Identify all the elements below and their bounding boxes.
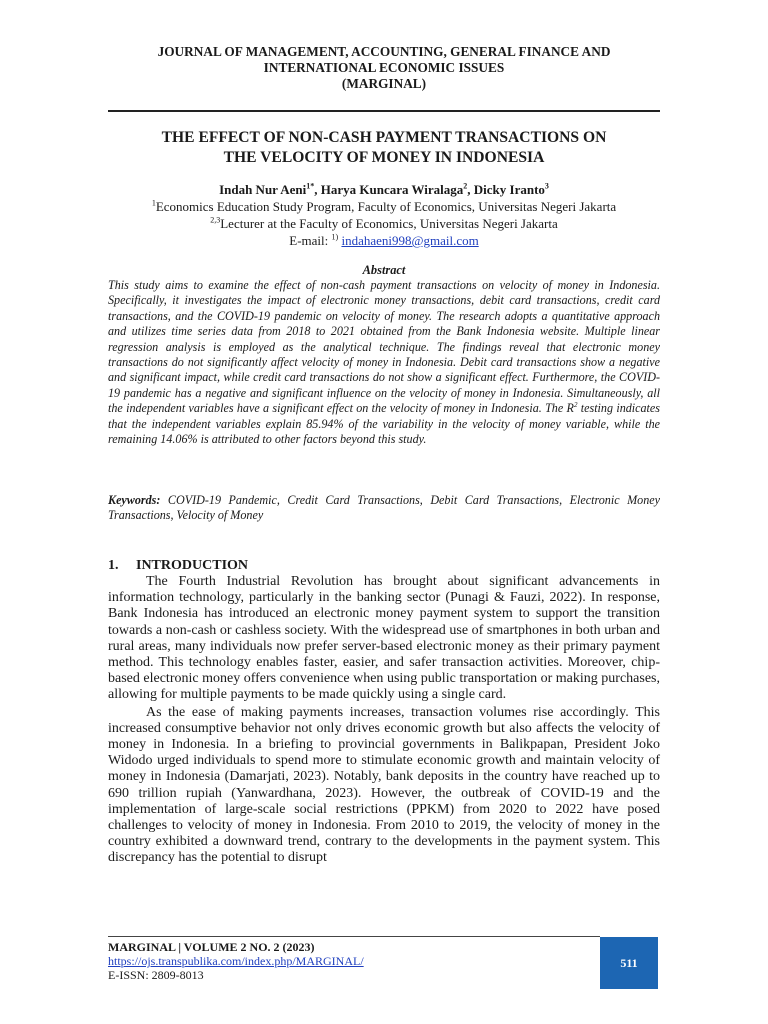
email-link[interactable]: indahaeni998@gmail.com — [341, 233, 479, 248]
abstract-heading: Abstract — [362, 263, 406, 277]
footer-issn: E-ISSN: 2809-8013 — [108, 968, 204, 982]
paper-title — [80, 128, 688, 168]
affiliation-1-text: Economics Education Study Program, Faculty of Economics, Universitas Negeri Jakarta — [155, 199, 617, 214]
keywords-text: COVID-19 Pandemic, Credit Card Transactions, Debit Card Transactions, Electronic Money Transactions, Velocity of Money — [108, 493, 660, 523]
journal-title-line3: (MARGINAL) — [341, 76, 427, 91]
email-marker: 1) — [331, 232, 339, 242]
email-line — [80, 232, 688, 249]
journal-header — [60, 44, 708, 92]
email-label: E-mail: — [289, 233, 332, 248]
affiliation-1 — [80, 198, 688, 215]
author-3-marker: 3 — [544, 181, 549, 191]
keywords-label: Keywords: — [108, 493, 161, 507]
abstract-part2: testing indicates that the independent variables explain 85.94% of the variability in the velocity of money variable, while the remaining 14.06% is attributed to other factors beyond this study. — [108, 401, 660, 447]
section-number: 1. — [108, 558, 119, 573]
journal-title-line2: INTERNATIONAL ECONOMIC ISSUES — [263, 60, 505, 75]
abstract-part1: This study aims to examine the effect of non-cash payment transactions on velocity of money in Indonesia. Specifically, it investigates the impact of electronic money transactions, debit card transactions, credit card transactions, and the COVID-19 pandemic on velocity of money. The research adopts a quantitative approach and utilizes time series data from 2018 to 2021 obtained from the Bank Indonesia website. Multiple linear regression analysis is employed as the analytical technique. The findings reveal that electronic money transactions do not significantly affect velocity of money in Indonesia. Debit card transactions show a negative and significant impact, while credit card transactions do not show a significant effect. Furthermore, the COVID-19 pandemic has a negative and significant influence on the velocity of money in Indonesia. Simultaneously, all the independent variables have a significant effect on the velocity of money in Indonesia. The R — [108, 278, 660, 416]
author-3: Dicky Iranto — [473, 182, 545, 197]
author-block — [80, 181, 688, 249]
section-heading-introduction — [108, 557, 248, 574]
r-squared-superscript: 2 — [573, 401, 578, 410]
affiliation-2-text: Lecturer at the Faculty of Economics, Universitas Negeri Jakarta — [220, 216, 558, 231]
footer-url-link[interactable]: https://ojs.transpublika.com/index.php/MARGINAL/ — [108, 954, 364, 968]
introduction-body — [108, 574, 660, 867]
paper-title-line1: THE EFFECT OF NON-CASH PAYMENT TRANSACTIONS ON — [161, 129, 607, 146]
author-2: Harya Kuncara Wiralaga — [320, 182, 464, 197]
author-names — [80, 181, 688, 198]
keywords — [108, 493, 660, 524]
abstract-text — [108, 278, 660, 447]
affiliation-2-marker: 2,3 — [210, 215, 221, 225]
author-1: Indah Nur Aeni — [219, 182, 307, 197]
intro-paragraph-2: As the ease of making payments increases, transaction volumes rise accordingly. This increased consumptive behavior not only drives economic growth but also affects the velocity of money in Indonesia. In a briefing to provincial governments in Balikpapan, President Joko Widodo urged individuals to spend more to stimulate economic growth and maintain velocity of money in Indonesia (Damarjati, 2023). Notably, bank deposits in the country have reached up to 690 trillion rupiah (Yanwardhana, 2023). However, the outbreak of COVID-19 and the implementation of large-scale social restrictions (PPKM) from 2020 to 2022 have posed challenges to velocity of money in Indonesia. From 2010 to 2019, the velocity of money in the country exhibited a downward trend, contrary to the developments in the payment system. This discrepancy has the potential to disrupt — [108, 704, 660, 866]
author-separator: , — [467, 182, 474, 197]
paper-title-line2: THE VELOCITY OF MONEY IN INDONESIA — [223, 149, 545, 166]
author-2-marker: 2 — [463, 181, 468, 191]
section-title: INTRODUCTION — [136, 558, 249, 573]
footer-journal: MARGINAL | VOLUME 2 NO. 2 (2023) — [108, 940, 315, 954]
header-divider — [108, 110, 660, 112]
author-1-marker: 1* — [306, 181, 315, 191]
page-number-badge — [600, 937, 658, 989]
journal-title-line1: JOURNAL OF MANAGEMENT, ACCOUNTING, GENERAL FINANCE AND — [157, 44, 611, 59]
author-separator: , — [314, 182, 321, 197]
page-footer — [108, 940, 588, 982]
affiliation-1-marker: 1 — [151, 198, 156, 208]
intro-paragraph-1: The Fourth Industrial Revolution has brought about significant advancements in information technology, particularly in the banking sector (Punagi & Fauzi, 2022). In response, Bank Indonesia has introduced an electronic money payment system to support the transition towards a non-cash or cashless society. With the widespread use of smartphones in both urban and rural areas, many individuals now prefer server-based electronic money as their primary payment method. This technology enables faster, easier, and safer transaction activities. Moreover, chip-based electronic money offers convenience when using public transportation or making purchases, allowing for multiple payments to be made quickly using a single card. — [108, 574, 660, 703]
footer-url-line — [108, 954, 588, 968]
page-number: 511 — [620, 955, 638, 970]
affiliation-2 — [80, 215, 688, 232]
footer-divider — [108, 936, 600, 937]
